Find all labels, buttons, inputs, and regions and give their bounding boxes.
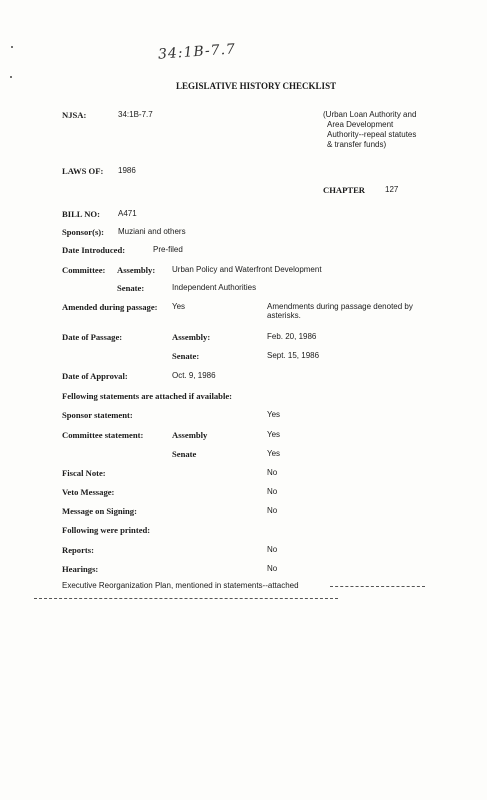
signing-label: Message on Signing: [62,506,137,516]
njsa-desc-line-4: & transfer funds) [327,140,387,149]
sponsor-statement-label: Sponsor statement: [62,410,133,420]
date-introduced-value: Pre-filed [153,245,183,254]
reports-value: No [267,545,278,554]
dashed-rule [34,598,338,599]
reports-label: Reports: [62,545,94,555]
njsa-desc-line-3: Authority--repeal statutes [327,130,417,139]
amended-label: Amended during passage: [62,302,158,312]
amended-note-line-2: asterisks. [267,311,301,320]
chapter-value: 127 [385,185,399,194]
hearings-label: Hearings: [62,564,99,574]
amended-note-line-1: Amendments during passage denoted by [267,302,413,311]
amended-value: Yes [172,302,186,311]
passage-label: Date of Passage: [62,332,123,342]
scan-speck [10,76,12,78]
laws-of-value: 1986 [118,166,136,175]
passage-assembly-value: Feb. 20, 1986 [267,332,317,341]
committee-label: Committee: [62,265,106,275]
committee-statement-senate-value: Yes [267,449,281,458]
laws-of-label: LAWS OF: [62,166,104,176]
scan-speck [11,46,13,48]
bill-no-label: BILL NO: [62,209,100,219]
veto-value: No [267,487,278,496]
sponsor-statement-value: Yes [267,410,281,419]
dashed-rule [330,586,425,587]
veto-label: Veto Message: [62,487,115,497]
approval-label: Date of Approval: [62,371,128,381]
njsa-label: NJSA: [62,110,87,120]
committee-statement-assembly-value: Yes [267,430,281,439]
passage-senate-value: Sept. 15, 1986 [267,351,320,360]
sponsors-value: Muziani and others [118,227,186,236]
committee-statement-label: Committee statement: [62,430,144,440]
committee-assembly-value: Urban Policy and Waterfront Development [172,265,322,274]
bill-no-value: A471 [118,209,137,218]
njsa-desc-line-1: (Urban Loan Authority and [323,110,417,119]
committee-assembly-label: Assembly: [117,265,156,275]
njsa-value: 34:1B-7.7 [118,110,153,119]
handwritten-citation: 34:1B-7.7 [157,41,237,63]
fiscal-note-value: No [267,468,278,477]
following-printed-heading: Following were printed: [62,525,151,535]
fiscal-note-label: Fiscal Note: [62,468,106,478]
chapter-label: CHAPTER [323,185,366,195]
committee-senate-value: Independent Authorities [172,283,257,292]
sponsors-label: Sponsor(s): [62,227,105,237]
footer-note: Executive Reorganization Plan, mentioned in statements--attached [62,581,299,590]
date-introduced-label: Date Introduced: [62,245,126,255]
committee-statement-senate-label: Senate [172,449,197,459]
njsa-desc-line-2: Area Development [327,120,394,129]
page-title: LEGISLATIVE HISTORY CHECKLIST [176,81,337,91]
signing-value: No [267,506,278,515]
passage-assembly-label: Assembly: [172,332,211,342]
passage-senate-label: Senate: [172,351,200,361]
approval-value: Oct. 9, 1986 [172,371,216,380]
committee-senate-label: Senate: [117,283,145,293]
following-attached-heading: Fellowing statements are attached if available: [62,391,233,401]
committee-statement-assembly-label: Assembly [172,430,208,440]
hearings-value: No [267,564,278,573]
